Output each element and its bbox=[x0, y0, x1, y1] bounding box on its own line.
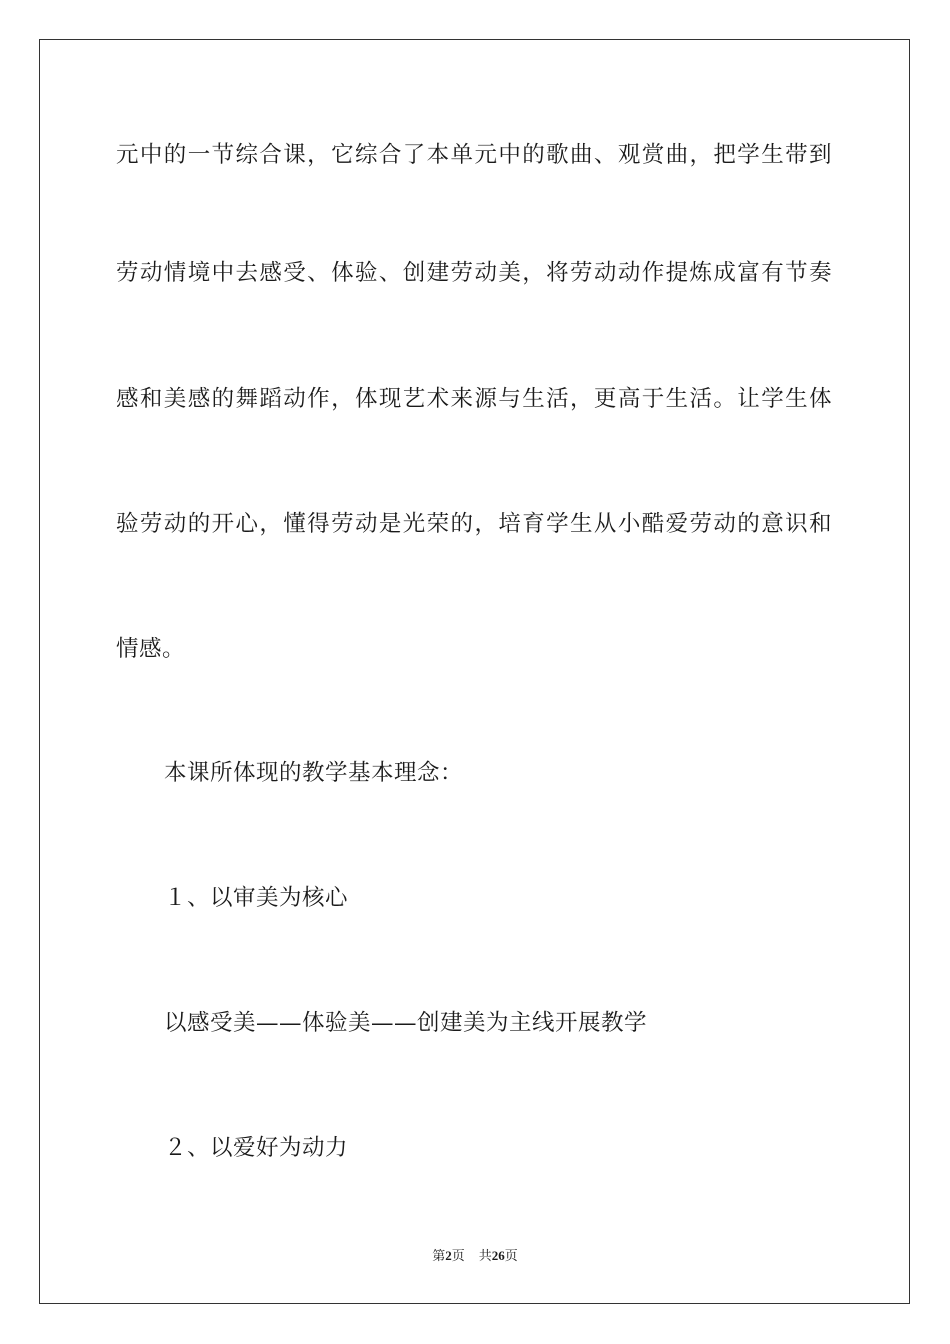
paragraph-line-4: 验劳动的开心，懂得劳动是光荣的，培育学生从小酷爱劳动的意识和 bbox=[116, 511, 832, 537]
item-1-body: 以感受美——体验美——创建美为主线开展教学 bbox=[164, 1010, 648, 1036]
paragraph-line-3: 感和美感的舞蹈动作，体现艺术来源与生活，更高于生活。让学生体 bbox=[116, 386, 832, 412]
page-suffix: 页 bbox=[451, 1249, 465, 1264]
page-border bbox=[39, 39, 910, 1304]
page-footer bbox=[0, 1247, 950, 1266]
paragraph-line-2: 劳动情境中去感受、体验、创建劳动美，将劳动动作提炼成富有节奏 bbox=[116, 260, 832, 286]
paragraph-line-5: 情感。 bbox=[116, 636, 186, 662]
concept-heading: 本课所体现的教学基本理念： bbox=[164, 760, 464, 786]
total-pages: 26 bbox=[491, 1248, 505, 1263]
total-prefix: 共 bbox=[478, 1249, 492, 1264]
item-1-title: １、以审美为核心 bbox=[164, 885, 349, 911]
paragraph-line-1: 元中的一节综合课，它综合了本单元中的歌曲、观赏曲，把学生带到 bbox=[116, 142, 832, 168]
page-prefix: 第 bbox=[432, 1249, 446, 1264]
item-2-title: ２、以爱好为动力 bbox=[164, 1135, 349, 1161]
page-number: 2 bbox=[445, 1248, 452, 1263]
total-suffix: 页 bbox=[504, 1249, 518, 1264]
